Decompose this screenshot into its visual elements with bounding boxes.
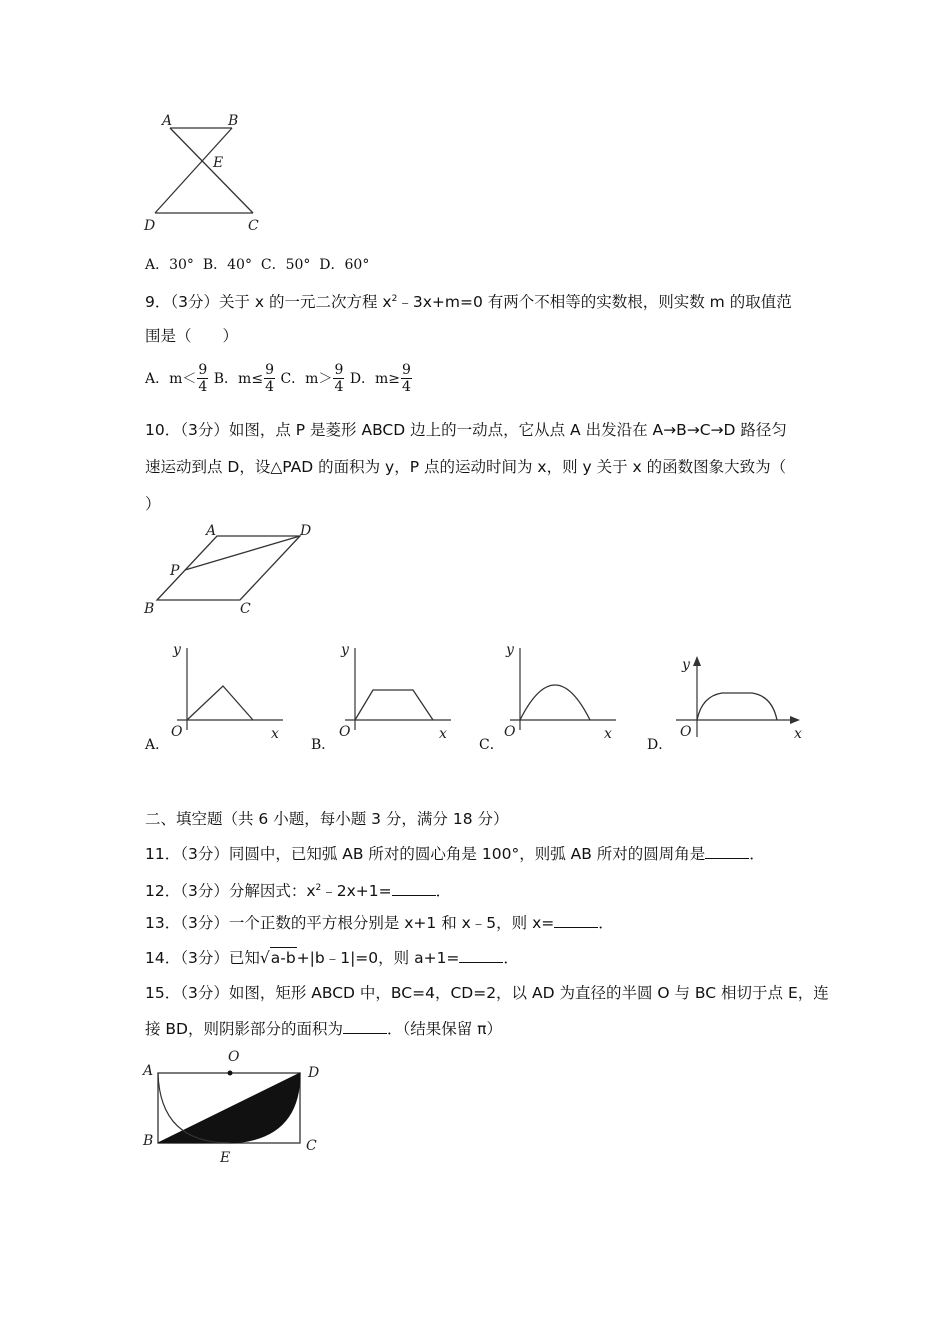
graph-d-curve [697, 693, 777, 720]
svg-text:x: x [439, 726, 447, 742]
label-d: D [300, 523, 312, 539]
svg-text:y: y [506, 642, 514, 658]
q14: 14．（3分）已知√a-b+|b﹣1|=0，则 a+1= ． [145, 949, 519, 967]
q10-line2: 速运动到点 D，设△PAD 的面积为 y，P 点的运动时间为 x，则 y 关于 x 的函数图象大致为（ [145, 458, 787, 476]
q8-option-d[interactable]: D．60° [319, 257, 370, 273]
svg-text:y: y [173, 642, 181, 658]
q15-answer-blank[interactable] [343, 1019, 387, 1034]
graph-c-curve [520, 685, 590, 720]
label-p: P [170, 563, 180, 579]
label-o: O [228, 1049, 240, 1065]
q8-option-a[interactable]: A．30° [145, 257, 194, 273]
graph-d-label: D． [647, 737, 673, 753]
label-c: C [248, 218, 259, 234]
graph-c[interactable] [500, 640, 625, 745]
q9-line1: 9．（3分）关于 x 的一元二次方程 $x^2﹣3x+m=0$ 有两个不相等的实数根，则实数 m 的取值范 [145, 293, 792, 312]
q11: 11．（3分）同圆中，已知弧 AB 所对的圆心角是 100°，则弧 AB 所对的圆周角是 ． [145, 845, 765, 863]
svg-text:y: y [682, 657, 690, 673]
label-e: E [220, 1150, 231, 1166]
svg-text:O: O [680, 724, 692, 740]
label-c: C [240, 601, 251, 617]
graph-b-label: B． [311, 737, 336, 753]
q10-line3: ） [145, 495, 161, 513]
q12: 12．（3分）分解因式：$x^2﹣2x+1=$ ． [145, 882, 452, 901]
graph-a-label: A． [145, 737, 170, 753]
q8-options [145, 254, 369, 274]
q15-line2: 接 BD，则阴影部分的面积为 ．（结果保留 π） [145, 1020, 503, 1038]
sqrt-symbol: √ [259, 949, 270, 967]
section-heading: 二、填空题（共 6 小题，每小题 3 分，满分 18 分） [145, 810, 509, 828]
svg-text:O: O [504, 724, 516, 740]
graph-b[interactable] [335, 640, 460, 745]
graph-c-label: C． [479, 737, 504, 753]
q8-option-b[interactable]: B．40° [202, 257, 252, 273]
q13: 13．（3分）一个正数的平方根分别是 x+1 和 x﹣5，则 x= ． [145, 914, 614, 932]
q10-rhombus-figure [140, 520, 330, 620]
label-d: D [308, 1065, 320, 1081]
q13-answer-blank[interactable] [554, 913, 598, 928]
q11-answer-blank[interactable] [705, 844, 749, 859]
q9-option-a[interactable]: A．m＜ $\frac{9}{4}$ [145, 362, 208, 395]
q9-options [145, 362, 413, 395]
svg-text:x: x [604, 726, 612, 742]
q9-line2: 围是（ ） [145, 327, 239, 345]
label-c: C [306, 1138, 317, 1154]
segment-pd [185, 536, 300, 570]
graph-a-curve [187, 686, 253, 720]
svg-text:x: x [794, 726, 802, 742]
center-o [228, 1071, 233, 1076]
svg-text:O: O [339, 724, 351, 740]
label-e: E [213, 155, 224, 171]
segment-ac [170, 128, 253, 213]
svg-text:x: x [271, 726, 279, 742]
label-b: B [228, 113, 239, 129]
graph-a[interactable] [165, 640, 290, 745]
label-a: A [206, 523, 217, 539]
q9-option-c[interactable]: C．m＞ $\frac{9}{4}$ [280, 362, 344, 395]
graph-b-curve [355, 690, 433, 720]
q15-figure [140, 1045, 330, 1170]
q10-line1: 10．（3分）如图，点 P 是菱形 ABCD 边上的一动点，它从点 A 出发沿在 A→B→C→D 路径匀 [145, 421, 787, 439]
svg-text:O: O [171, 724, 183, 740]
label-a: A [143, 1063, 154, 1079]
label-d: D [144, 218, 156, 234]
q15-line1: 15．（3分）如图，矩形 ABCD 中，BC=4，CD=2，以 AD 为直径的半圆 O 与 BC 相切于点 E，连 [145, 984, 829, 1002]
label-b: B [143, 1133, 154, 1149]
graph-d[interactable] [672, 652, 812, 747]
label-b: B [144, 601, 155, 617]
q12-answer-blank[interactable] [392, 881, 436, 896]
q8-figure [140, 110, 270, 235]
q14-answer-blank[interactable] [459, 948, 503, 963]
label-a: A [162, 113, 173, 129]
shaded-region [158, 1073, 300, 1143]
q8-option-c[interactable]: C．50° [260, 257, 311, 273]
q9-option-b[interactable]: B．m≤ $\frac{9}{4}$ [213, 362, 274, 395]
svg-text:y: y [341, 642, 349, 658]
q9-option-d[interactable]: D．m≥ $\frac{9}{4}$ [349, 362, 411, 395]
